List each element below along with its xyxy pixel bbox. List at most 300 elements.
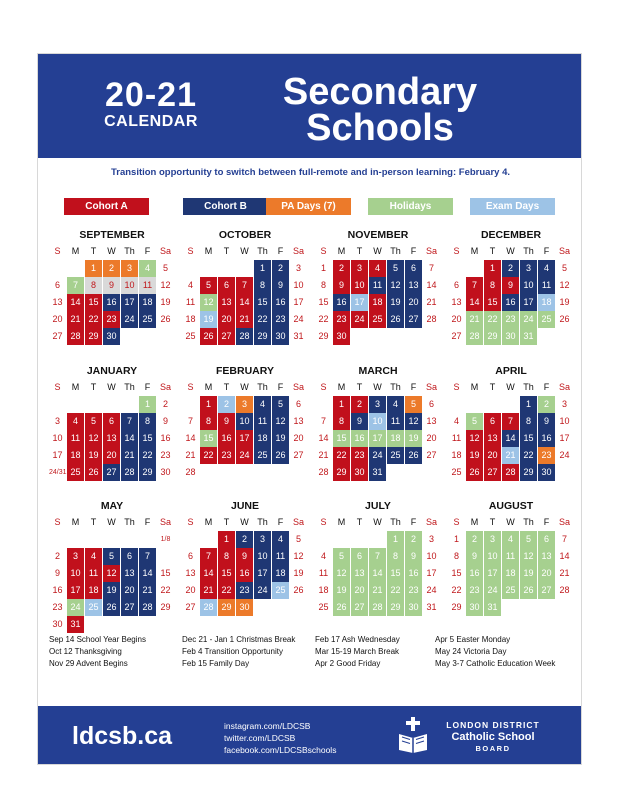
day-cell: 6: [54, 280, 60, 290]
legend-cohort-a: Cohort A: [64, 198, 149, 215]
empty-cell: [103, 531, 120, 548]
day-cell: 1: [254, 260, 271, 277]
day-cell: 5: [561, 263, 567, 273]
month-days-grid: [49, 379, 175, 481]
month-july: [315, 499, 441, 616]
day-cell: 17: [559, 433, 570, 443]
day-cell: 30: [466, 599, 483, 616]
day-cell: 9: [54, 568, 60, 578]
day-cell: 15: [333, 430, 350, 447]
empty-cell: [121, 531, 138, 548]
day-cell: 3: [121, 260, 138, 277]
key-date-item: Nov 29 Advent Begins: [49, 659, 128, 668]
day-cell: 29: [387, 599, 404, 616]
month-february: [182, 364, 308, 481]
day-cell: 23: [272, 311, 289, 328]
day-cell: 6: [351, 548, 368, 565]
month-march: [315, 364, 441, 481]
day-cell: 20: [451, 314, 462, 324]
day-cell: 21: [200, 582, 217, 599]
day-cell: 4: [139, 260, 156, 277]
day-cell: 30: [160, 467, 171, 477]
weekday-header: M: [71, 246, 80, 256]
day-cell: 20: [405, 294, 422, 311]
facebook-link[interactable]: facebook.com/LDCSBschools: [224, 745, 337, 755]
day-cell: 24: [484, 582, 501, 599]
weekday-header: T: [90, 517, 97, 527]
key-date-item: Oct 12 Thanksgiving: [49, 647, 122, 656]
day-cell: 5: [520, 531, 537, 548]
day-cell: 13: [103, 430, 120, 447]
weekday-header: Sa: [159, 382, 171, 392]
empty-cell: [448, 396, 465, 413]
day-cell: 8: [200, 413, 217, 430]
weekday-header: Sa: [159, 246, 171, 256]
day-cell: 6: [538, 531, 555, 548]
day-cell: 29: [451, 602, 462, 612]
day-cell: 1: [200, 396, 217, 413]
weekday-header: M: [71, 382, 80, 392]
day-cell: 18: [67, 447, 84, 464]
day-cell: 4: [538, 260, 555, 277]
day-cell: 20: [484, 447, 501, 464]
day-cell: 8: [218, 548, 235, 565]
day-cell: 21: [369, 582, 386, 599]
day-cell: 14: [559, 551, 570, 561]
day-cell: 3: [428, 534, 434, 544]
day-cell: 14: [369, 565, 386, 582]
day-cell: 18: [502, 565, 519, 582]
weekday-header: Sa: [425, 382, 437, 392]
day-cell: 21: [426, 297, 437, 307]
day-cell: 30: [272, 328, 289, 345]
day-cell: 29: [484, 328, 501, 345]
empty-cell: [369, 531, 386, 548]
day-cell: 18: [387, 430, 404, 447]
key-date-item: Apr 5 Easter Monday: [435, 635, 511, 644]
day-cell: 3: [520, 260, 537, 277]
day-cell: 3: [54, 416, 60, 426]
empty-cell: [315, 396, 332, 413]
day-cell: 16: [538, 430, 555, 447]
weekday-header: W: [240, 382, 249, 392]
day-cell: 27: [121, 599, 138, 616]
key-date-item: Feb 4 Transition Opportunity: [182, 647, 283, 656]
day-cell: 27: [484, 464, 501, 481]
day-cell: 2: [466, 531, 483, 548]
day-cell: 12: [272, 413, 289, 430]
day-cell: 27: [451, 331, 462, 341]
social-links: [224, 720, 336, 756]
day-cell: 26: [387, 311, 404, 328]
day-cell: 24: [351, 311, 368, 328]
day-cell: 17: [121, 294, 138, 311]
day-cell: 17: [484, 565, 501, 582]
day-cell: 8: [85, 277, 102, 294]
empty-cell: [157, 616, 174, 633]
month-days-grid: [448, 243, 574, 345]
empty-cell: [85, 531, 102, 548]
day-cell: 22: [85, 311, 102, 328]
day-cell: 6: [121, 548, 138, 565]
empty-cell: [49, 531, 66, 548]
day-cell: 4: [272, 531, 289, 548]
day-cell: 21: [67, 311, 84, 328]
day-cell: 17: [293, 297, 304, 307]
day-cell: 14: [121, 430, 138, 447]
day-cell: 5: [405, 396, 422, 413]
key-date-item: Feb 17 Ash Wednesday: [315, 635, 400, 644]
day-cell: 26: [405, 447, 422, 464]
day-cell: 12: [160, 280, 171, 290]
day-cell: 9: [236, 548, 253, 565]
day-cell: 11: [67, 430, 84, 447]
empty-cell: [387, 328, 404, 345]
day-cell: 20: [185, 585, 196, 595]
weekday-header: M: [204, 517, 213, 527]
month-days-grid: [315, 243, 441, 345]
day-cell: 18: [369, 294, 386, 311]
key-date-item: Feb 15 Family Day: [182, 659, 250, 668]
day-cell: 22: [484, 311, 501, 328]
day-cell: 29: [139, 464, 156, 481]
day-cell: 25: [254, 447, 271, 464]
day-cell: 29: [218, 599, 235, 616]
day-cell: 19: [559, 297, 570, 307]
weekday-header: Th: [124, 517, 135, 527]
day-cell: 1: [218, 531, 235, 548]
empty-cell: [157, 548, 174, 565]
day-cell: 3: [351, 260, 368, 277]
day-cell: 1: [320, 263, 326, 273]
day-cell: 28: [139, 599, 156, 616]
empty-cell: [103, 396, 120, 413]
legend-holidays: Holidays: [368, 198, 453, 215]
day-cell: 2: [272, 260, 289, 277]
day-cell: 31: [67, 616, 84, 633]
day-cell: 29: [160, 602, 171, 612]
key-date-item: May 3-7 Catholic Education Week: [435, 659, 556, 668]
weekday-header: W: [107, 246, 116, 256]
day-cell: 5: [200, 277, 217, 294]
day-cell: 8: [520, 413, 537, 430]
day-cell: 24: [236, 447, 253, 464]
empty-cell: [218, 464, 235, 481]
empty-cell: [182, 531, 199, 548]
day-cell: 25: [185, 331, 196, 341]
weekday-header: Th: [257, 382, 268, 392]
day-cell: 28: [121, 464, 138, 481]
day-cell: 26: [200, 328, 217, 345]
month-title: MAY: [100, 500, 124, 512]
day-cell: 26: [160, 314, 171, 324]
day-cell: 20: [426, 433, 437, 443]
weekday-header: T: [489, 246, 496, 256]
day-cell: 5: [272, 396, 289, 413]
day-cell: 26: [85, 464, 102, 481]
instagram-link[interactable]: instagram.com/LDCSB: [224, 721, 311, 731]
weekday-header: S: [320, 517, 327, 527]
key-date-item: Mar 15-19 March Break: [315, 647, 400, 656]
day-cell: 4: [187, 280, 193, 290]
weekday-header: W: [373, 246, 382, 256]
legend-pa-days-7: PA Days (7): [266, 198, 351, 215]
day-cell: 23: [236, 582, 253, 599]
day-cell: 8: [320, 280, 326, 290]
day-cell: 3: [369, 396, 386, 413]
empty-cell: [67, 531, 84, 548]
empty-cell: [49, 396, 66, 413]
empty-cell: [466, 396, 483, 413]
day-cell: 11: [254, 413, 271, 430]
day-cell: 10: [351, 277, 368, 294]
day-cell: 25: [139, 311, 156, 328]
day-cell: 15: [254, 294, 271, 311]
day-cell: 16: [333, 294, 350, 311]
day-cell: 24: [369, 447, 386, 464]
day-cell: 21: [139, 582, 156, 599]
empty-cell: [448, 260, 465, 277]
empty-cell: [121, 328, 138, 345]
day-cell: 23: [160, 450, 171, 460]
day-cell: 22: [200, 447, 217, 464]
day-cell: 8: [139, 413, 156, 430]
day-cell: 2: [405, 531, 422, 548]
weekday-header: M: [204, 382, 213, 392]
day-cell: 28: [466, 328, 483, 345]
day-cell: 9: [162, 416, 168, 426]
day-cell: 28: [559, 585, 570, 595]
day-cell: 23: [333, 311, 350, 328]
weekday-header: F: [410, 517, 417, 527]
day-cell: 17: [52, 450, 63, 460]
day-cell: 5: [103, 548, 120, 565]
day-cell: 17: [67, 582, 84, 599]
day-cell: 27: [103, 464, 120, 481]
day-cell: 13: [185, 568, 196, 578]
empty-cell: [502, 599, 519, 616]
day-cell: 19: [333, 582, 350, 599]
header-banner: [38, 54, 582, 158]
day-cell: 27: [185, 602, 196, 612]
weekday-header: T: [489, 517, 496, 527]
day-cell: 22: [318, 314, 329, 324]
day-cell: 14: [466, 294, 483, 311]
day-cell: 31: [484, 599, 501, 616]
day-cell: 9: [333, 277, 350, 294]
day-cell: 9: [351, 413, 368, 430]
weekday-header: T: [223, 382, 230, 392]
weekday-header: S: [453, 382, 460, 392]
day-cell: 10: [369, 413, 386, 430]
day-cell: 21: [121, 447, 138, 464]
empty-cell: [254, 599, 271, 616]
day-cell: 7: [320, 416, 326, 426]
day-cell: 14: [67, 294, 84, 311]
weekday-header: W: [506, 382, 515, 392]
day-cell: 6: [103, 413, 120, 430]
month-days-grid: [315, 379, 441, 481]
day-cell: 24: [293, 314, 304, 324]
day-cell: 10: [67, 565, 84, 582]
day-cell: 8: [484, 277, 501, 294]
day-cell: 30: [405, 599, 422, 616]
empty-cell: [387, 464, 404, 481]
day-cell: 25: [369, 311, 386, 328]
weekday-header: Th: [257, 246, 268, 256]
day-cell: 21: [502, 447, 519, 464]
day-cell: 3: [561, 399, 567, 409]
day-cell: 30: [502, 328, 519, 345]
day-cell: 12: [85, 430, 102, 447]
month-december: [448, 228, 574, 345]
empty-cell: [200, 464, 217, 481]
day-cell: 24: [559, 450, 570, 460]
weekday-header: Th: [390, 246, 401, 256]
day-cell: 27: [293, 450, 304, 460]
day-cell: 12: [559, 280, 570, 290]
empty-cell: [520, 599, 537, 616]
day-cell: 30: [333, 328, 350, 345]
weekday-header: M: [470, 382, 479, 392]
month-june: [182, 499, 308, 616]
weekday-header: Sa: [292, 246, 304, 256]
empty-cell: [272, 599, 289, 616]
weekday-header: Sa: [558, 517, 570, 527]
board-line-1: LONDON DISTRICT: [446, 720, 540, 730]
day-cell: 26: [466, 464, 483, 481]
day-cell: 13: [426, 416, 437, 426]
empty-cell: [538, 599, 555, 616]
month-days-grid: [49, 514, 175, 633]
website-link[interactable]: ldcsb.ca: [72, 722, 173, 750]
day-cell: 28: [426, 314, 437, 324]
day-cell: 16: [103, 294, 120, 311]
weekday-header: F: [144, 517, 151, 527]
year-label: 20-21: [105, 76, 197, 114]
day-cell: 2: [502, 260, 519, 277]
day-cell: 10: [520, 277, 537, 294]
weekday-header: S: [453, 517, 460, 527]
empty-cell: [556, 599, 573, 616]
day-cell: 29: [333, 464, 350, 481]
day-cell: 29: [85, 328, 102, 345]
day-cell: 26: [333, 599, 350, 616]
day-cell: 30: [538, 464, 555, 481]
day-cell: 12: [387, 277, 404, 294]
month-title: SEPTEMBER: [79, 229, 145, 241]
day-cell: 1: [453, 534, 459, 544]
weekday-header: T: [356, 517, 363, 527]
day-cell: 20: [121, 582, 138, 599]
weekday-header: W: [506, 246, 515, 256]
day-cell: 20: [538, 565, 555, 582]
day-cell: 7: [187, 416, 193, 426]
day-cell: 12: [405, 413, 422, 430]
day-cell: 7: [561, 534, 567, 544]
day-cell: 4: [320, 551, 326, 561]
empty-cell: [484, 396, 501, 413]
day-cell: 12: [466, 430, 483, 447]
day-cell: 11: [85, 565, 102, 582]
weekday-header: T: [356, 246, 363, 256]
day-cell: 11: [185, 297, 196, 307]
month-days-grid: [448, 379, 574, 481]
day-cell: 22: [387, 582, 404, 599]
weekday-header: T: [223, 246, 230, 256]
weekday-header: M: [337, 517, 346, 527]
day-cell: 13: [351, 565, 368, 582]
day-cell: 11: [451, 433, 462, 443]
weekday-header: T: [90, 246, 97, 256]
day-cell: 7: [369, 548, 386, 565]
day-cell: 22: [520, 447, 537, 464]
day-cell: 12: [333, 565, 350, 582]
weekday-header: F: [277, 382, 284, 392]
day-cell: 19: [520, 565, 537, 582]
day-cell: 23: [538, 447, 555, 464]
day-cell: 14: [200, 565, 217, 582]
day-cell: 9: [218, 413, 235, 430]
weekday-header: F: [543, 382, 550, 392]
empty-cell: [103, 616, 120, 633]
day-cell: 7: [121, 413, 138, 430]
day-cell: 6: [187, 551, 193, 561]
weekday-header: F: [144, 382, 151, 392]
day-cell: 17: [254, 565, 271, 582]
weekday-header: S: [453, 246, 460, 256]
day-cell: 23: [466, 582, 483, 599]
day-cell: 13: [451, 297, 462, 307]
day-cell: 9: [272, 277, 289, 294]
day-cell: 1/8: [160, 536, 171, 543]
day-cell: 30: [103, 328, 120, 345]
day-cell: 15: [318, 297, 329, 307]
day-cell: 15: [218, 565, 235, 582]
day-cell: 26: [559, 314, 570, 324]
day-cell: 10: [52, 433, 63, 443]
year-block: [56, 78, 246, 130]
day-cell: 16: [351, 430, 368, 447]
month-title: FEBRUARY: [216, 365, 274, 377]
day-cell: 7: [200, 548, 217, 565]
weekday-header: Sa: [558, 246, 570, 256]
empty-cell: [466, 260, 483, 277]
day-cell: 15: [139, 430, 156, 447]
weekday-header: F: [410, 246, 417, 256]
day-cell: 20: [52, 314, 63, 324]
day-cell: 25: [451, 467, 462, 477]
weekday-header: M: [204, 246, 213, 256]
month-title: DECEMBER: [480, 229, 542, 241]
day-cell: 25: [318, 602, 329, 612]
day-cell: 25: [85, 599, 102, 616]
twitter-link[interactable]: twitter.com/LDCSB: [224, 733, 296, 743]
day-cell: 31: [520, 328, 537, 345]
cross-book-crest-icon: [396, 716, 430, 754]
weekday-header: W: [373, 517, 382, 527]
month-title: AUGUST: [488, 500, 534, 512]
day-cell: 9: [466, 548, 483, 565]
day-cell: 19: [85, 447, 102, 464]
day-cell: 21: [236, 311, 253, 328]
weekday-header: F: [277, 246, 284, 256]
day-cell: 18: [451, 450, 462, 460]
weekday-header: Th: [124, 246, 135, 256]
day-cell: 12: [200, 294, 217, 311]
month-title: JANUARY: [86, 365, 138, 377]
day-cell: 7: [428, 263, 434, 273]
